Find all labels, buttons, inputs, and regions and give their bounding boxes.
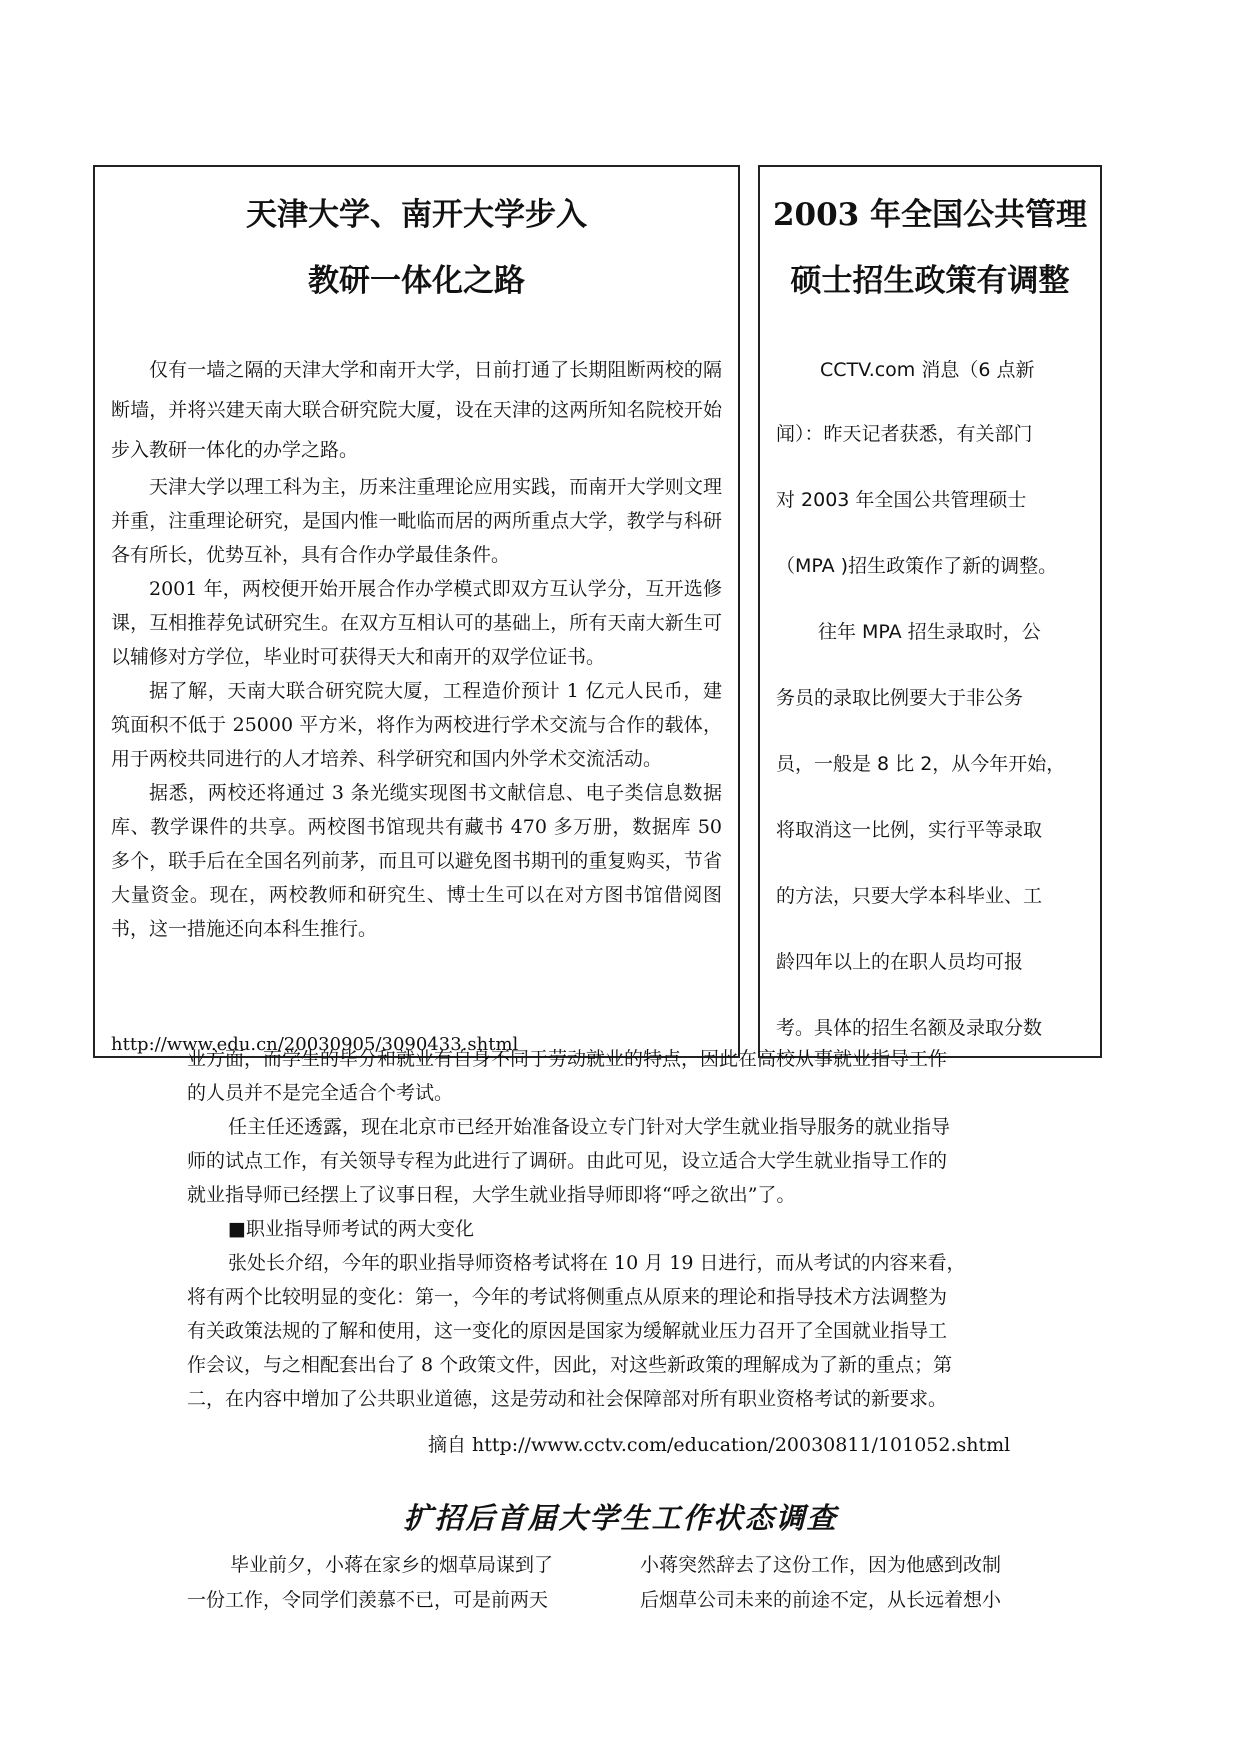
left-article-title-line2: 教研一体化之路 — [308, 263, 525, 299]
main-text-line: 张处长介绍，今年的职业指导师资格考试将在 10 月 19 日进行，而从考试的内容来看， — [228, 1252, 966, 1274]
main-text-line: 任主任还透露，现在北京市已经开始准备设立专门针对大学生就业指导服务的就业指导 — [228, 1116, 951, 1138]
left-article-box — [93, 165, 740, 1058]
left-paragraph-5: 据悉，两校还将通过 3 条光缆实现图书文献信息、电子类信息数据库、教学课件的共享。两校图书馆现共有藏书 470 多万册，数据库 50 多个，联手后在全国名列前茅，而且可以避免图书期刊的重复购买，节省大量资金。现在，两校教师和研究生、博士生可以在对方图书馆借阅图书，这一措施还向本科生推行。 — [111, 782, 722, 940]
right-line-10: 龄四年以上的在职人员均可报 — [776, 951, 1024, 973]
main-text-line: 二，在内容中增加了公共职业道德，这是劳动和社会保障部对所有职业资格考试的新要求。 — [187, 1388, 948, 1410]
left-paragraph-4: 据了解，天南大联合研究院大厦，工程造价预计 1 亿元人民币，建筑面积不低于 25000 平方米，将作为两校进行学术交流与合作的载体，用于两校共同进行的人才培养、科学研究和国内外学术交流活动。 — [111, 680, 722, 770]
main-text-line: 业方面，而学生的毕分和就业有自身不同于劳动就业的特点，因此在高校从事就业指导工作 — [187, 1048, 948, 1070]
right-line-1: CCTV.com 消息（6 点新 — [820, 359, 1035, 381]
left-paragraph-1: 仅有一墙之隔的天津大学和南开大学，日前打通了长期阻断两校的隔断墙，并将兴建天南大联合研究院大厦，设在天津的这两所知名院校开始步入教研一体化的办学之路。 — [111, 359, 722, 461]
left-paragraph-3: 2001 年，两校便开始开展合作办学模式即双方互认学分，互开选修课，互相推荐免试研究生。在双方互相认可的基础上，所有天南大新生可以辅修对方学位，毕业时可获得天大和南开的双学位证书。 — [111, 578, 722, 668]
right-line-3: 对 2003 年全国公共管理硕士 — [776, 489, 1027, 511]
bottom-col1-line2: 一份工作，令同学们羡慕不已，可是前两天 — [187, 1589, 549, 1611]
right-line-11: 考。具体的招生名额及录取分数 — [776, 1017, 1043, 1039]
bottom-col2-line2: 后烟草公司未来的前途不定，从长远着想小 — [640, 1589, 1002, 1611]
main-text-line: 就业指导师已经摆上了议事日程，大学生就业指导师即将“呼之欲出”了。 — [187, 1184, 796, 1206]
left-article-url: http://www.edu.cn/20030905/3090433.shtml — [111, 1034, 519, 1055]
main-text-line: 师的试点工作，有关领导专程为此进行了调研。由此可见，设立适合大学生就业指导工作的 — [187, 1150, 948, 1172]
main-text-line: 将有两个比较明显的变化：第一，今年的考试将侧重点从原来的理论和指导技术方法调整为 — [187, 1286, 948, 1308]
section-heading: ■职业指导师考试的两大变化 — [228, 1218, 474, 1240]
main-text-line: 的人员并不是完全适合个考试。 — [187, 1082, 454, 1104]
bottom-article-title: 扩招后首届大学生工作状态调查 — [403, 1501, 838, 1535]
main-text-line: 有关政策法规的了解和使用，这一变化的原因是国家为缓解就业压力召开了全国就业指导工 — [187, 1320, 948, 1342]
right-article-title-line2: 硕士招生政策有调整 — [790, 263, 1070, 299]
right-line-7: 员，一般是 8 比 2，从今年开始， — [776, 753, 1066, 775]
right-article-box — [758, 165, 1102, 1058]
bottom-col2-line1: 小蒋突然辞去了这份工作，因为他感到改制 — [640, 1554, 1002, 1576]
right-line-4: （MPA )招生政策作了新的调整。 — [776, 555, 1058, 577]
right-line-2: 闻）：昨天记者获悉，有关部门 — [776, 423, 1033, 445]
source-citation: 摘自 http://www.cctv.com/education/20030811/101052.shtml — [428, 1434, 1011, 1456]
right-article-title-line1: 2003 年全国公共管理 — [772, 197, 1088, 233]
left-article-title-line1: 天津大学、南开大学步入 — [246, 197, 587, 233]
right-line-5: 往年 MPA 招生录取时，公 — [818, 621, 1041, 643]
right-line-8: 将取消这一比例，实行平等录取 — [776, 819, 1043, 841]
main-text-line: 作会议，与之相配套出台了 8 个政策文件，因此，对这些新政策的理解成为了新的重点；第 — [187, 1354, 953, 1376]
right-line-6: 务员的录取比例要大于非公务 — [776, 687, 1024, 709]
left-article-body — [111, 350, 722, 946]
bottom-col1-line1: 毕业前夕，小蒋在家乡的烟草局谋到了 — [230, 1554, 554, 1576]
right-line-9: 的方法，只要大学本科毕业、工 — [776, 885, 1043, 907]
left-paragraph-2: 天津大学以理工科为主，历来注重理论应用实践，而南开大学则文理并重，注重理论研究，是国内惟一毗临而居的两所重点大学，教学与科研各有所长，优势互补，具有合作办学最佳条件。 — [111, 476, 722, 566]
